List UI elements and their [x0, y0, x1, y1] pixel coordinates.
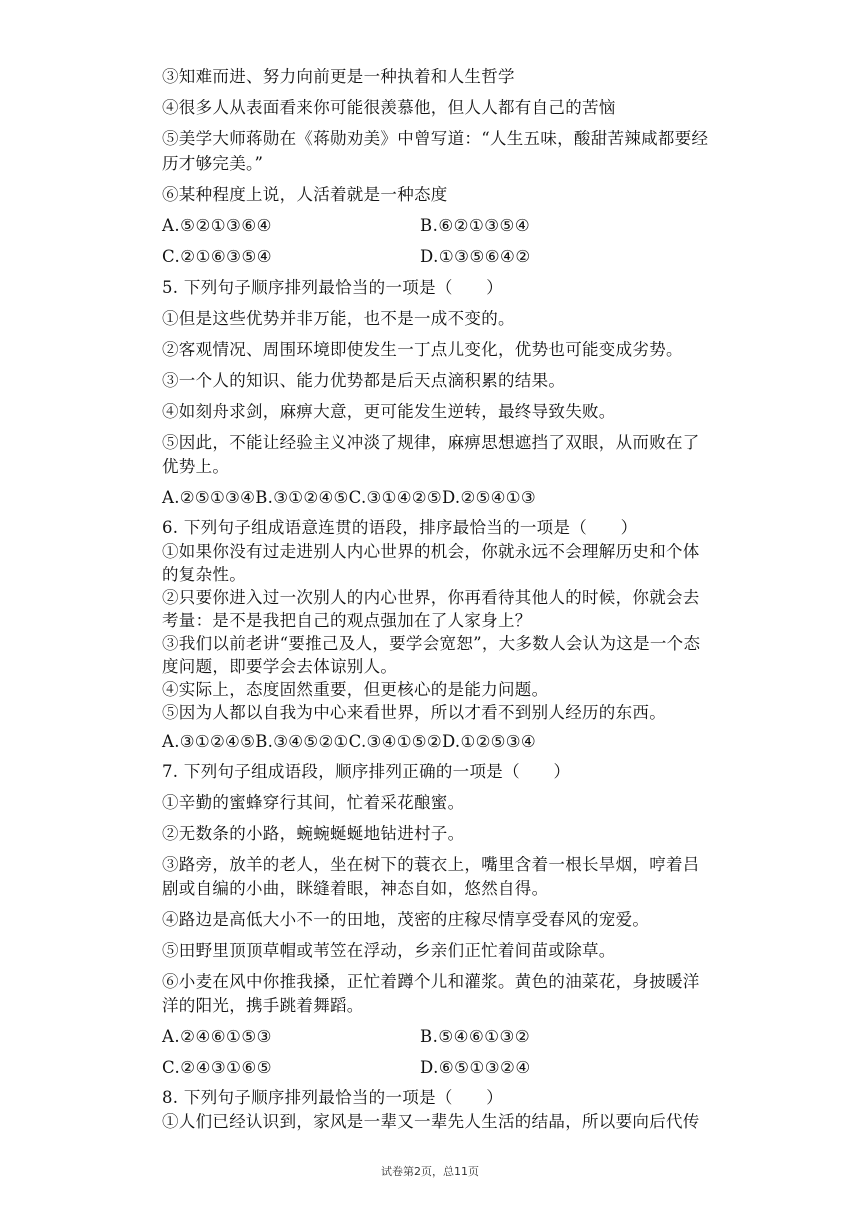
q6-item-3-cont: 度问题，即要学会去体谅别人。: [162, 657, 398, 676]
q4-option-d: D.①③⑤⑥④②: [420, 247, 531, 266]
q7-item-5: ⑤田野里顶顶草帽或苇笠在浮动，乡亲们正忙着间苗或除草。: [162, 941, 616, 960]
q5-options: A.②⑤①③④B.③①②④⑤C.③①④②⑤D.②⑤④①③: [162, 488, 536, 507]
q6-item-3: ③我们以前老讲“要推己及人，要学会宽恕”，大多数人会认为这是一个态: [162, 634, 701, 653]
q5-item-4: ④如刻舟求剑，麻痹大意，更可能发生逆转，最终导致失败。: [162, 402, 616, 421]
q7-option-a: A.②④⑥①⑤③: [162, 1027, 272, 1046]
q5-item-3: ③一个人的知识、能力优势都是后天点滴积累的结果。: [162, 371, 566, 390]
q6-item-1-cont: 的复杂性。: [162, 565, 246, 584]
q6-item-2: ②只要你进入过一次别人的内心世界，你再看待其他人的时候，你就会去: [162, 588, 700, 607]
q7-item-1: ①辛勤的蜜蜂穿行其间，忙着采花酿蜜。: [162, 793, 465, 812]
q7-item-3-cont: 剧或自编的小曲，眯缝着眼，神态自如，悠然自得。: [162, 879, 549, 898]
q4-item-4: ④很多人从表面看来你可能很羡慕他，但人人都有自己的苦恼: [162, 98, 616, 117]
q6-item-5: ⑤因为人都以自我为中心来看世界，所以才看不到别人经历的东西。: [162, 703, 666, 722]
q6-item-2-cont: 考量：是不是我把自己的观点强加在了人家身上？: [162, 611, 532, 630]
q7-item-4: ④路边是高低大小不一的田地，茂密的庄稼尽情享受春风的宠爱。: [162, 910, 650, 929]
q4-option-c: C.②①⑥③⑤④: [162, 247, 273, 266]
q7-option-b: B.⑤④⑥①③②: [420, 1027, 531, 1046]
q7-option-c: C.②④③①⑥⑤: [162, 1058, 273, 1077]
q4-option-a: A.⑤②①③⑥④: [162, 216, 272, 235]
q6-stem: 6. 下列句子组成语意连贯的语段，排序最恰当的一项是（ ）: [162, 518, 638, 537]
q5-item-5: ⑤因此，不能让经验主义冲淡了规律，麻痹思想遮挡了双眼，从而败在了: [162, 433, 700, 452]
q6-item-1: ①如果你没有过走进别人内心世界的机会，你就永远不会理解历史和个体: [162, 542, 700, 561]
q5-stem: 5. 下列句子顺序排列最恰当的一项是（ ）: [162, 278, 504, 297]
q4-item-3: ③知难而进、努力向前更是一种执着和人生哲学: [162, 67, 515, 86]
q7-item-2: ②无数条的小路，蜿蜿蜒蜒地钻进村子。: [162, 824, 465, 843]
q7-item-3: ③路旁，放羊的老人，坐在树下的蓑衣上，嘴里含着一根长旱烟，哼着吕: [162, 855, 700, 874]
q5-item-2: ②客观情况、周围环境即使发生一丁点儿变化，优势也可能变成劣势。: [162, 340, 683, 359]
q6-item-4: ④实际上，态度固然重要，但更核心的是能力问题。: [162, 680, 549, 699]
q5-item-1: ①但是这些优势并非万能，也不是一成不变的。: [162, 309, 515, 328]
page-footer: 试卷第2页，总11页: [381, 1165, 479, 1178]
q7-item-6: ⑥小麦在风中你推我搡，正忙着蹲个儿和灌浆。黄色的油菜花，身披暖洋: [162, 972, 700, 991]
q7-option-d: D.⑥⑤①③②④: [420, 1058, 531, 1077]
q8-stem: 8. 下列句子顺序排列最恰当的一项是（ ）: [162, 1088, 504, 1107]
q7-stem: 7. 下列句子组成语段，顺序排列正确的一项是（ ）: [162, 762, 571, 781]
q8-item-1: ①人们已经认识到，家风是一辈又一辈先人生活的结晶，所以要向后代传: [162, 1112, 700, 1131]
q7-item-6-cont: 洋的阳光，携手跳着舞蹈。: [162, 996, 364, 1015]
q4-item-5: ⑤美学大师蒋勋在《蒋勋劝美》中曾写道：“人生五味，酸甜苦辣咸都要经: [162, 129, 709, 148]
q4-option-b: B.⑥②①③⑤④: [420, 216, 531, 235]
q5-item-5-cont: 优势上。: [162, 457, 230, 476]
q4-item-5-cont: 历才够完美。”: [162, 154, 264, 173]
q4-item-6: ⑥某种程度上说，人活着就是一种态度: [162, 185, 448, 204]
q6-options: A.③①②④⑤B.③④⑤②①C.③④①⑤②D.①②⑤③④: [162, 732, 536, 751]
